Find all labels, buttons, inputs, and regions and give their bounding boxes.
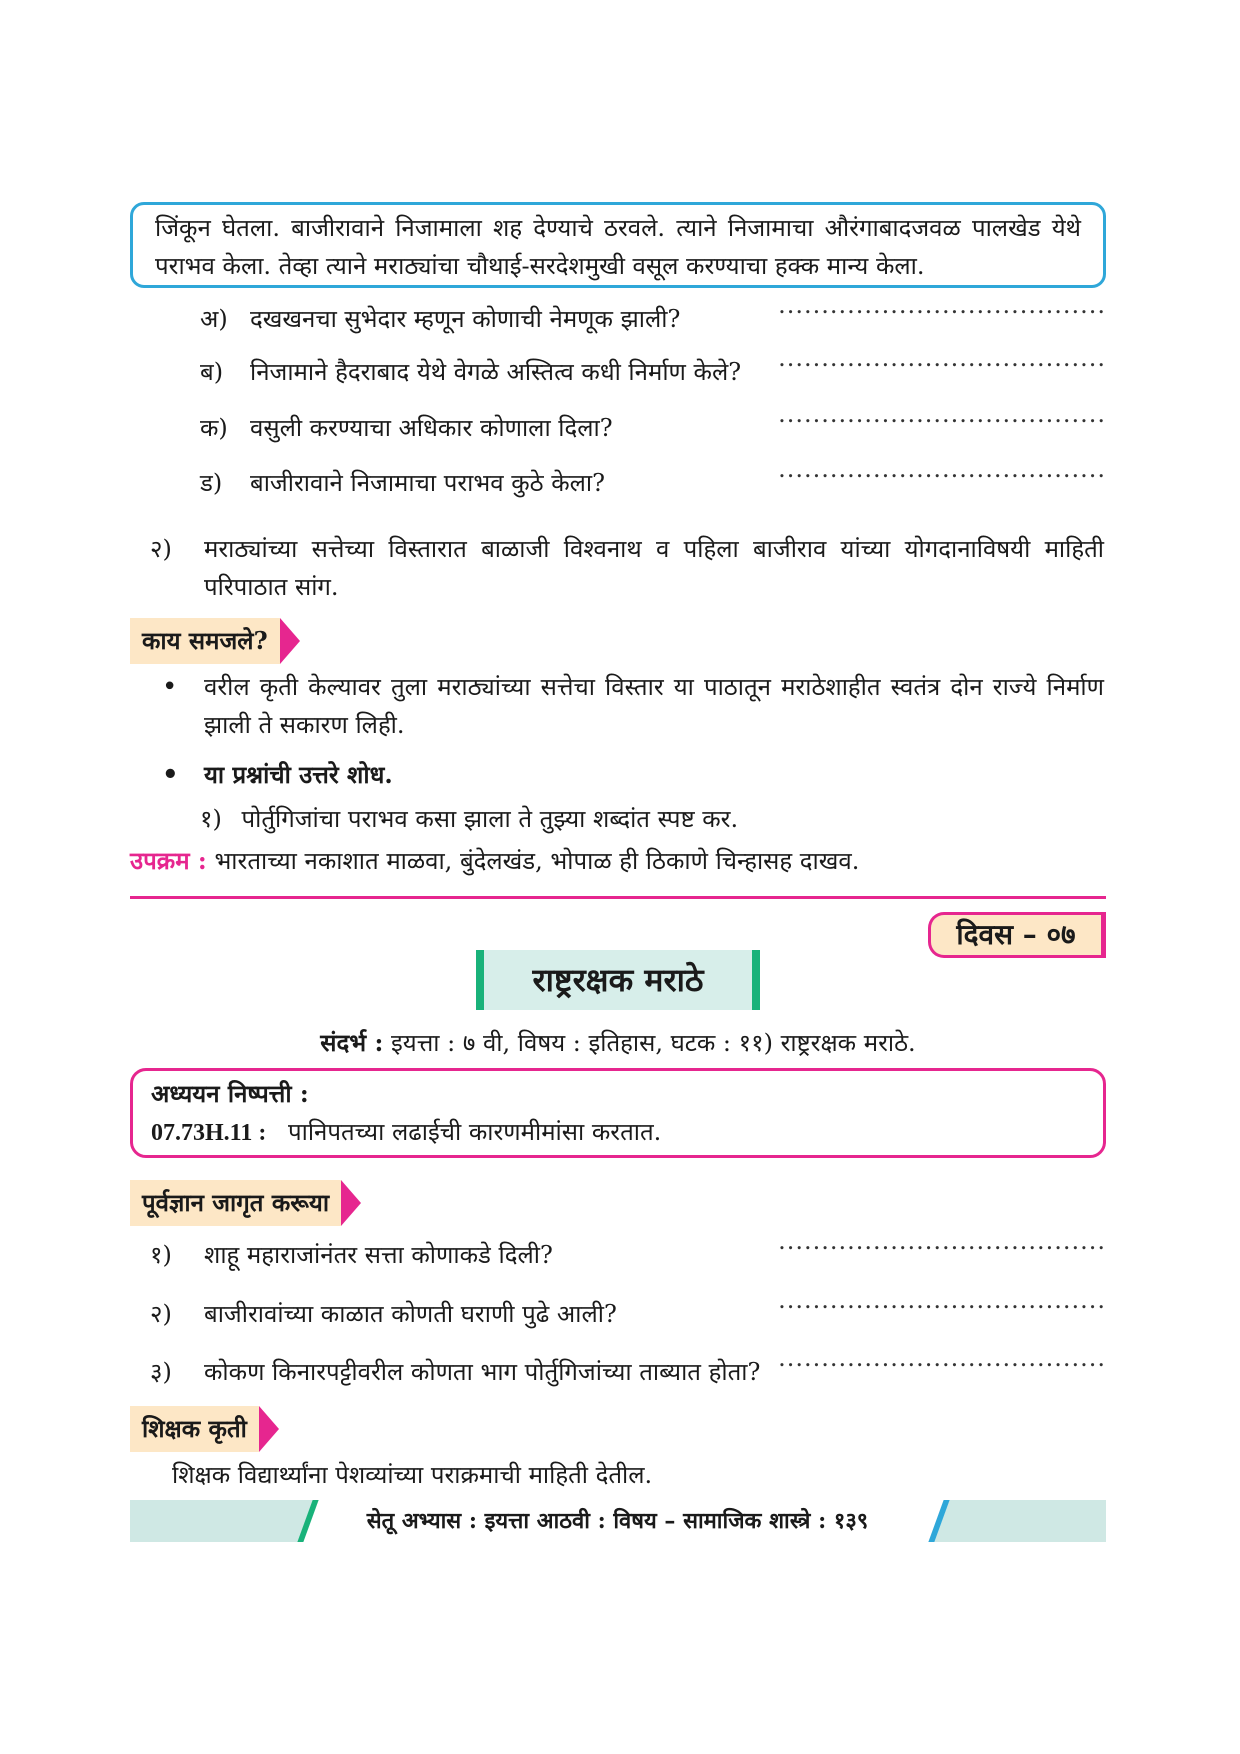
answer-blank: ...................................... (778, 455, 1106, 483)
reference-text: इयत्ता : ७ वी, विषय : इतिहास, घटक : ११) राष्ट्ररक्षक मराठे. (391, 1029, 916, 1057)
upkram-text: भारताच्या नकाशात माळवा, बुंदेलखंड, भोपाळ ही ठिकाणे चिन्हासह दाखव. (214, 847, 860, 875)
question-number: ३) (150, 1358, 172, 1386)
reference-label: संदर्भ : (320, 1028, 384, 1057)
page-footer: सेतू अभ्यास : इयत्ता आठवी : विषय – सामाजिक शास्त्रे : १३९ (366, 1508, 869, 1534)
outcome-text: पानिपतच्या लढाईची कारणमीमांसा करतात. (287, 1118, 662, 1146)
sub-question-text: दखखनचा सुभेदार म्हणून कोणाची नेमणूक झाली? (250, 305, 681, 333)
answer-blank: ...................................... (778, 291, 1106, 319)
purvadnyan-heading (130, 1180, 361, 1226)
bullet-text: वरील कृती केल्यावर तुला मराठ्यांच्या सत्तेचा विस्तार या पाठातून मराठेशाहीत स्वतंत्र दोन राज्ये निर्माण झाली ते सकारण लिही. (204, 673, 1104, 739)
recall-question (150, 1227, 1106, 1276)
question-number: १) (150, 1241, 172, 1269)
teacher-activity-text (172, 1456, 652, 1494)
teacher-activity-sentence: शिक्षक विद्यार्थ्यांना पेशव्यांच्या पराक्रमाची माहिती देतील. (172, 1461, 653, 1489)
footer-text (305, 1500, 930, 1542)
answer-blank: ...................................... (778, 400, 1106, 428)
arrow-icon (259, 1406, 279, 1452)
sub-question-text: बाजीरावाने निजामाचा पराभव कुठे केला? (250, 469, 605, 497)
day-badge (928, 912, 1106, 958)
bullet-text: या प्रश्नांची उत्तरे शोध. (204, 760, 393, 789)
passage-text: जिंकून घेतला. बाजीरावाने निजामाला शह देण्याचे ठरवले. त्याने निजामाचा औरंगाबादजवळ पालखेड येथे पराभव केला. तेव्हा त्याने मराठ्यांचा चौथाई-सरदेशमुखी वसूल करण्याचा हक्क मान्य केला. (155, 214, 1081, 280)
sub-item-text: पोर्तुगिजांचा पराभव कसा झाला ते तुझ्या शब्दांत स्पष्ट कर. (241, 805, 739, 833)
outcome-code: 07.73H.11 : (151, 1120, 267, 1146)
upkram-label: उपक्रम : (130, 846, 207, 875)
sub-question (200, 455, 1106, 504)
sub-question-label: क) (200, 414, 228, 442)
arrow-icon (341, 1180, 361, 1226)
sub-question-text: वसुली करण्याचा अधिकार कोणाला दिला? (250, 414, 613, 442)
reference-line (130, 1024, 1106, 1062)
answer-blank: ...................................... (778, 1227, 1106, 1255)
upkram (130, 842, 859, 880)
recall-question (150, 1286, 1106, 1335)
day-label: दिवस – ०७ (956, 918, 1076, 951)
bullet-item (150, 756, 1106, 796)
section-divider (130, 896, 1106, 899)
sub-item (200, 800, 738, 838)
question-number: २) (150, 535, 172, 563)
bullet-item (150, 668, 1106, 748)
sub-question (200, 291, 1106, 340)
answer-blank: ...................................... (778, 344, 1106, 372)
sub-question (200, 344, 1106, 393)
sub-question (200, 400, 1106, 449)
question-text: बाजीरावांच्या काळात कोणती घराणी पुढे आली? (204, 1300, 617, 1328)
kay-samajle-heading (130, 618, 300, 664)
question-number: २) (150, 1300, 172, 1328)
sub-item-number: १) (200, 805, 222, 833)
lesson-title-text: राष्ट्ररक्षक मराठे (532, 961, 704, 999)
answer-blank: ...................................... (778, 1344, 1106, 1372)
bullet-icon: • (162, 760, 179, 790)
sub-question-label: अ) (200, 305, 228, 333)
sub-question-label: ड) (200, 469, 223, 497)
answer-blank: ...................................... (778, 1286, 1106, 1314)
question-2 (150, 530, 1106, 610)
heading-label: शिक्षक कृती (130, 1406, 259, 1452)
shikshak-kruti-heading (130, 1406, 279, 1452)
sub-question-text: निजामाने हैदराबाद येथे वेगळे अस्तित्व कधी निर्माण केले? (250, 358, 742, 386)
sub-question-label: ब) (200, 358, 224, 386)
arrow-icon (280, 618, 300, 664)
passage-box (130, 202, 1106, 288)
learning-outcome-box (130, 1068, 1106, 1158)
question-text: मराठ्यांच्या सत्तेच्या विस्तारात बाळाजी विश्वनाथ व पहिला बाजीराव यांच्या योगदानाविषयी माहिती परिपाठात सांग. (204, 535, 1104, 601)
question-text: कोकण किनारपट्टीवरील कोणता भाग पोर्तुगिजांच्या ताब्यात होता? (204, 1358, 761, 1386)
outcome-heading: अध्ययन निष्पत्ती : (151, 1079, 309, 1108)
heading-label: काय समजले? (130, 618, 280, 664)
lesson-title (476, 950, 760, 1010)
heading-label: पूर्वज्ञान जागृत करूया (130, 1180, 341, 1226)
bullet-icon: • (162, 672, 178, 702)
recall-question (150, 1344, 1106, 1393)
question-text: शाहू महाराजांनंतर सत्ता कोणाकडे दिली? (204, 1241, 553, 1269)
